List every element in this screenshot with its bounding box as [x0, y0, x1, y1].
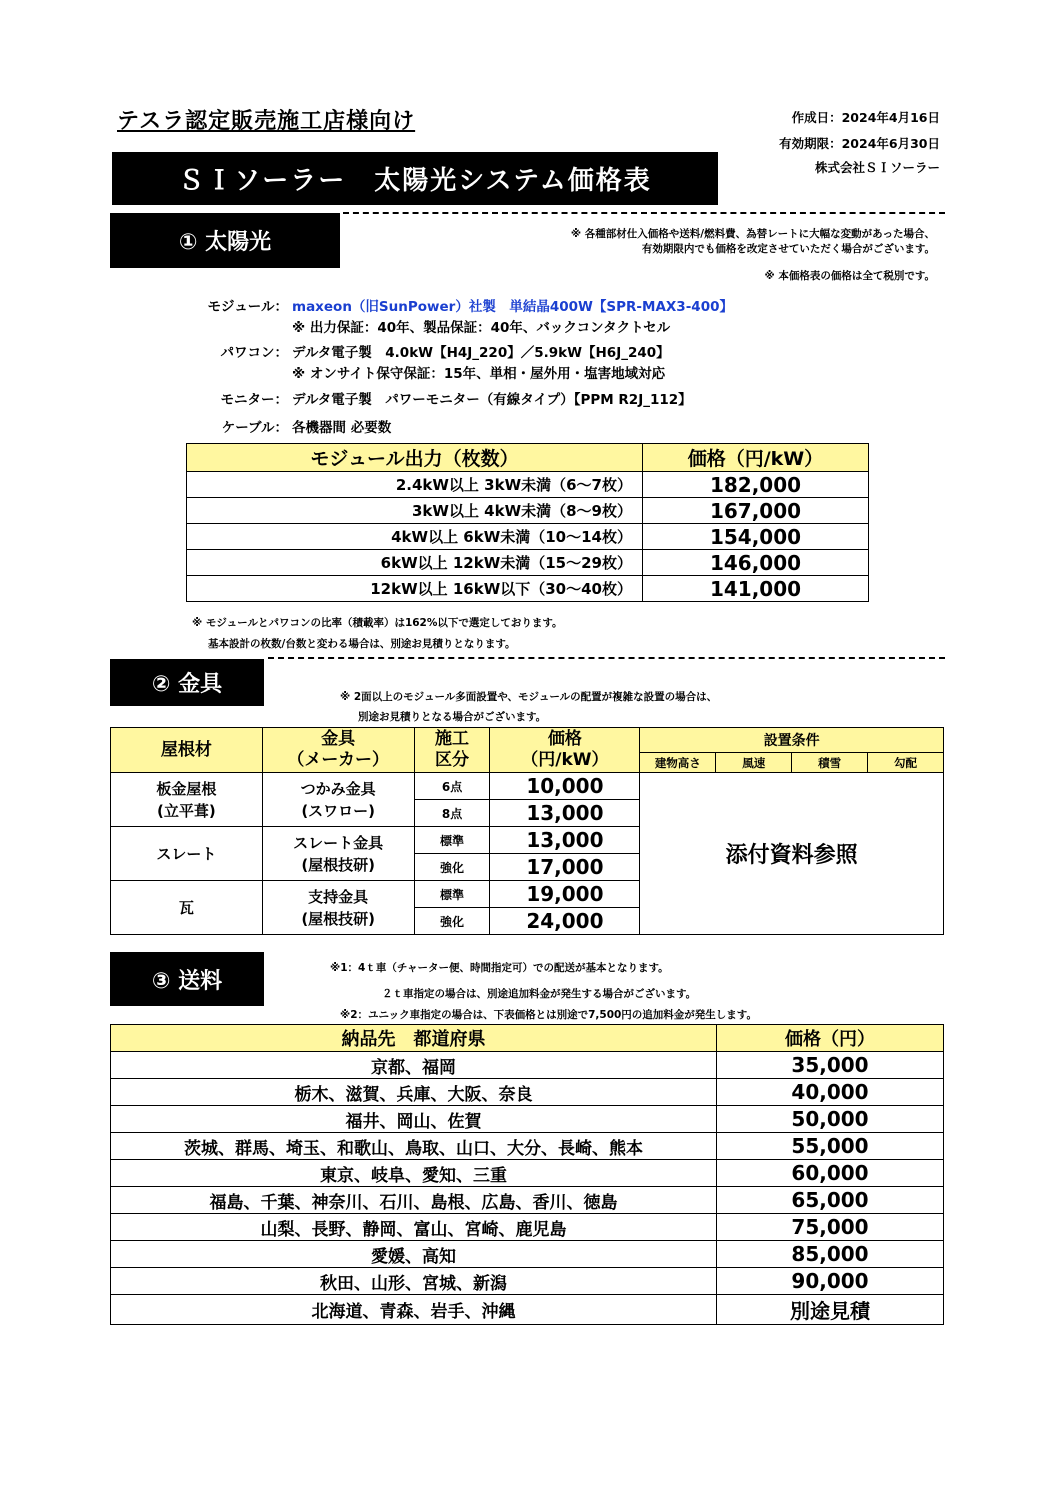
- header-fitting-line2: （メーカー）: [287, 750, 390, 770]
- header-price-line1: 価格: [547, 729, 582, 749]
- section1-label: ① 太陽光: [110, 213, 340, 268]
- table-row: [187, 498, 869, 524]
- header-slope: 勾配: [868, 753, 944, 773]
- price: 10,000: [490, 773, 640, 800]
- section3-note1: ※1：4ｔ車（チャーター便、時間指定可）での配送が基本となります。: [330, 962, 669, 974]
- shipping-price-table: [110, 1024, 944, 1325]
- prefectures: 栃木、滋賀、兵庫、大阪、奈良: [111, 1079, 717, 1106]
- fitting: [262, 881, 414, 935]
- header-shipping-price: 価格（円）: [717, 1025, 944, 1052]
- price: 167,000: [643, 498, 869, 524]
- spec-label-monitor: モニター：: [220, 392, 288, 408]
- header-work-type: [414, 728, 490, 773]
- spec-value-module: maxeon（旧SunPower）社製 単結晶400W【SPR-MAX3-400】: [292, 299, 733, 315]
- fitting-maker: (スワロー): [301, 801, 376, 820]
- section2-note2: 別途お見積りとなる場合がございます。: [358, 711, 547, 723]
- prefectures: 福井、岡山、佐賀: [111, 1106, 717, 1133]
- price: 13,000: [490, 827, 640, 854]
- price: 55,000: [717, 1133, 944, 1160]
- header-work-line2: 区分: [435, 750, 470, 770]
- created-date: 作成日：2024年4月16日: [791, 110, 940, 125]
- header-snow: 積雪: [792, 753, 868, 773]
- spec-value-module-warranty: ※ 出力保証：40年、製品保証：40年、バックコンタクトセル: [292, 320, 671, 336]
- price: 65,000: [717, 1187, 944, 1214]
- design-change-note: 基本設計の枚数/台数と変わる場合は、別途お見積りとなります。: [208, 638, 516, 650]
- header-price-per-kw: 価格（円/kW）: [643, 444, 869, 472]
- price: 75,000: [717, 1214, 944, 1241]
- fitting: [262, 773, 414, 827]
- roof-material: [111, 881, 263, 935]
- table-row: [111, 1268, 944, 1295]
- tax-note: ※ 本価格表の価格は全て税別です。: [764, 270, 935, 282]
- section2-label: ② 金具: [110, 659, 264, 706]
- output-range: 4kW以上 6kW未満（10～14枚）: [187, 524, 643, 550]
- table-row: [111, 1079, 944, 1106]
- section1-note1: ※ 各種部材仕入価格や送料/燃料費、為替レートに大幅な変動があった場合、: [570, 228, 935, 240]
- roof-material-sub: (立平葺): [157, 801, 216, 820]
- work-type: 標準: [414, 827, 490, 854]
- roof-material-name: 瓦: [178, 898, 194, 917]
- work-type: 強化: [414, 854, 490, 881]
- section3-label: ③ 送料: [110, 952, 264, 1006]
- price: 182,000: [643, 472, 869, 498]
- roof-material: [111, 773, 263, 827]
- table-row: [187, 550, 869, 576]
- header-building-height: 建物高さ: [640, 753, 716, 773]
- table-row: [187, 524, 869, 550]
- price: 141,000: [643, 576, 869, 602]
- price: 19,000: [490, 881, 640, 908]
- section3-note2: ２ｔ車指定の場合は、別途追加料金が発生する場合がございます。: [382, 988, 697, 1000]
- fitting-name: つかみ金具: [300, 779, 376, 798]
- price: 154,000: [643, 524, 869, 550]
- audience-heading: テスラ認定販売施工店様向け: [117, 109, 416, 134]
- header-work-line1: 施工: [435, 729, 470, 749]
- valid-until-date: 有効期限：2024年6月30日: [779, 136, 940, 151]
- table-row: [111, 1187, 944, 1214]
- mounting-price-table: [110, 727, 944, 935]
- spec-value-monitor: デルタ電子製 パワーモニター（有線タイプ）【PPM R2J_112】: [292, 392, 692, 408]
- roof-material-name: 板金屋根: [156, 779, 217, 798]
- price: 60,000: [717, 1160, 944, 1187]
- table-row: [111, 1214, 944, 1241]
- work-type: 6点: [414, 773, 490, 800]
- prefectures: 茨城、群馬、埼玉、和歌山、鳥取、山口、大分、長崎、熊本: [111, 1133, 717, 1160]
- header-price-line2: （円/kW）: [521, 750, 609, 770]
- prefectures: 山梨、長野、静岡、富山、宮崎、鹿児島: [111, 1214, 717, 1241]
- price: 85,000: [717, 1241, 944, 1268]
- fitting-maker: (屋根技研): [301, 855, 376, 874]
- prefectures: 京都、福岡: [111, 1052, 717, 1079]
- prefectures: 秋田、山形、宮城、新潟: [111, 1268, 717, 1295]
- prefectures: 東京、岐阜、愛知、三重: [111, 1160, 717, 1187]
- work-type: 標準: [414, 881, 490, 908]
- table-row: [187, 576, 869, 602]
- prefectures: 北海道、青森、岩手、沖縄: [111, 1295, 717, 1325]
- price: 24,000: [490, 908, 640, 935]
- work-type: 8点: [414, 800, 490, 827]
- spec-value-inverter-warranty: ※ オンサイト保守保証：15年、単相・屋外用・塩害地域対応: [292, 366, 666, 382]
- spec-label-module: モジュール：: [207, 299, 288, 315]
- fitting-name: スレート金具: [293, 833, 384, 852]
- output-range: 2.4kW以上 3kW未満（6～7枚）: [187, 472, 643, 498]
- section1-note2: 有効期限内でも価格を改定させていただく場合がございます。: [641, 243, 935, 255]
- price: 50,000: [717, 1106, 944, 1133]
- section3-note3: ※2：ユニック車指定の場合は、下表価格とは別途で7,500円の追加料金が発生します。: [340, 1009, 757, 1021]
- roof-material: [111, 827, 263, 881]
- page-title: ＳＩソーラー 太陽光システム価格表: [112, 152, 718, 205]
- company-name: 株式会社ＳＩソーラー: [814, 160, 940, 175]
- price: 13,000: [490, 800, 640, 827]
- price: 90,000: [717, 1268, 944, 1295]
- table-row: [111, 1160, 944, 1187]
- header-roof-material: 屋根材: [111, 728, 263, 773]
- prefectures: 福島、千葉、神奈川、石川、島根、広島、香川、徳島: [111, 1187, 717, 1214]
- spec-value-cable: 各機器間 必要数: [292, 420, 392, 436]
- section-divider: [268, 657, 945, 659]
- spec-label-inverter: パワコン：: [220, 345, 288, 361]
- fitting-maker: (屋根技研): [301, 909, 376, 928]
- header-fitting: [262, 728, 414, 773]
- loading-ratio-note: ※ モジュールとパワコンの比率（積載率）は162%以下で選定しております。: [192, 617, 563, 629]
- price: 146,000: [643, 550, 869, 576]
- table-row: [187, 472, 869, 498]
- spec-label-cable: ケーブル：: [221, 420, 288, 436]
- work-type: 強化: [414, 908, 490, 935]
- roof-material-name: スレート: [156, 844, 217, 863]
- price: 別途見積: [717, 1295, 944, 1325]
- table-row: [111, 773, 944, 800]
- table-row: [111, 1106, 944, 1133]
- output-range: 3kW以上 4kW未満（8～9枚）: [187, 498, 643, 524]
- table-row: [111, 1052, 944, 1079]
- price: 40,000: [717, 1079, 944, 1106]
- fitting: [262, 827, 414, 881]
- prefectures: 愛媛、高知: [111, 1241, 717, 1268]
- output-range: 12kW以上 16kW以下（30～40枚）: [187, 576, 643, 602]
- module-price-table: [186, 443, 869, 602]
- section2-note1: ※ 2面以上のモジュール多面設置や、モジュールの配置が複雑な設置の場合は、: [340, 691, 718, 703]
- table-row: [111, 1295, 944, 1325]
- output-range: 6kW以上 12kW未満（15～29枚）: [187, 550, 643, 576]
- header-fitting-line1: 金具: [321, 729, 356, 749]
- conditions-reference: 添付資料参照: [640, 773, 944, 935]
- header-wind-speed: 風速: [716, 753, 792, 773]
- fitting-name: 支持金具: [308, 887, 369, 906]
- header-install-conditions: 設置条件: [640, 728, 944, 753]
- price: 17,000: [490, 854, 640, 881]
- header-destination: 納品先 都道府県: [111, 1025, 717, 1052]
- header-module-output: モジュール出力（枚数）: [187, 444, 643, 472]
- section-divider: [343, 212, 945, 214]
- table-row: [111, 1133, 944, 1160]
- table-row: [111, 1241, 944, 1268]
- price: 35,000: [717, 1052, 944, 1079]
- header-price: [490, 728, 640, 773]
- spec-value-inverter: デルタ電子製 4.0kW【H4J_220】／5.9kW【H6J_240】: [292, 345, 670, 361]
